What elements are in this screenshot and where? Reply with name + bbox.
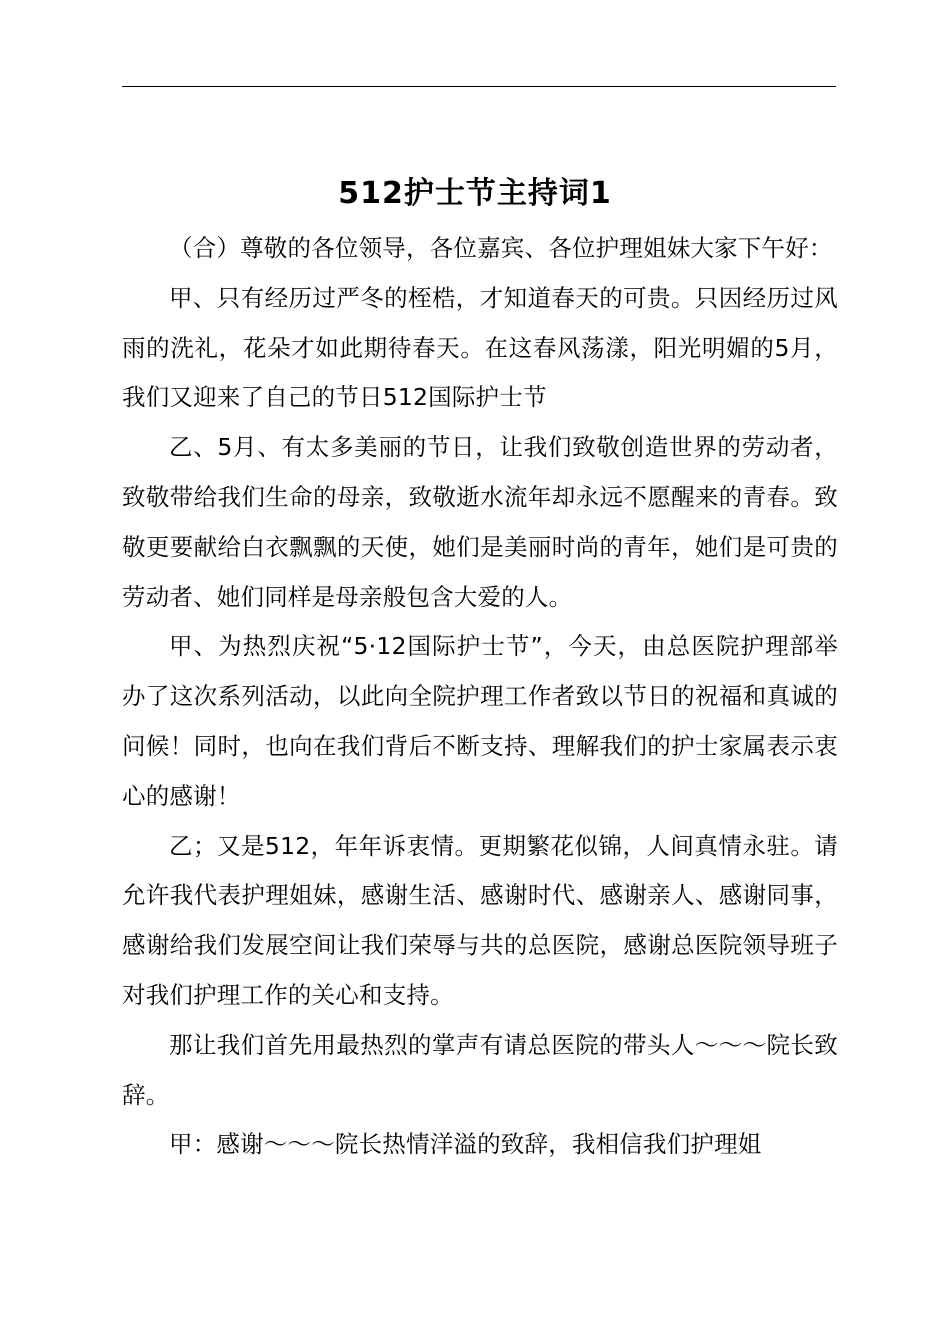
paragraph-greeting: （合）尊敬的各位领导，各位嘉宾、各位护理姐妹大家下午好： bbox=[169, 234, 833, 262]
paragraph-jia-2: 甲、为热烈庆祝“5·12国际护士节”，今天，由总医院护理部举办了这次系列活动，以此向全院护理工作者致以节日的祝福和真诚的问候！同时，也向在我们背后不断支持、理解我们的护士家属表示衷心的感谢！ bbox=[122, 632, 838, 810]
paragraph-yi-1: 乙、5月、有太多美丽的节日，让我们致敬创造世界的劳动者，致敬带给我们生命的母亲，致敬逝水流年却永远不愿醒来的青春。致敬更要献给白衣飘飘的天使，她们是美丽时尚的青年，她们是可贵的劳动者、她们同样是母亲般包含大爱的人。 bbox=[122, 433, 838, 611]
paragraph-jia-1: 甲、只有经历过严冬的桎梏，才知道春天的可贵。只因经历过风雨的洗礼，花朵才如此期待春天。在这春风荡漾，阳光明媚的5月，我们又迎来了自己的节日512国际护士节 bbox=[122, 283, 838, 412]
paragraph-yi-2: 乙；又是512，年年诉衷情。更期繁花似锦，人间真情永驻。请允许我代表护理姐妹，感谢生活、感谢时代、感谢亲人、感谢同事，感谢给我们发展空间让我们荣辱与共的总医院，感谢总医院领导班子对我们护理工作的关心和支持。 bbox=[122, 831, 838, 1009]
document-body bbox=[122, 224, 838, 1170]
header-rule bbox=[122, 86, 836, 87]
paragraph-invitation: 那让我们首先用最热烈的掌声有请总医院的带头人～～～院长致辞。 bbox=[122, 1030, 838, 1109]
paragraph-jia-3: 甲：感谢～～～院长热情洋溢的致辞，我相信我们护理姐 bbox=[169, 1130, 762, 1159]
document-title: 512护士节主持词1 bbox=[338, 176, 612, 212]
